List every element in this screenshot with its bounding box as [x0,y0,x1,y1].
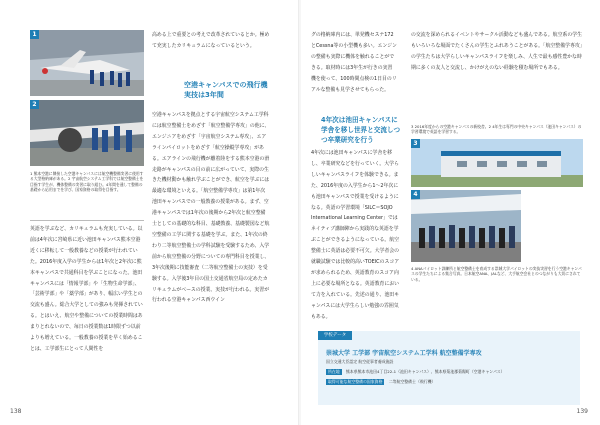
group-photo-image [411,190,521,262]
page-number-right: 139 [576,408,588,415]
right-column-1-top-text: グの格納庫内には、単発機セスナ172とCessna等の小型機も多い。エンジンの整備も実際に機体を触れることができる。取材時には3年生が行きの実習機を使って、100時間点検の1日目のリアルな整備も見学させてもらった。 [311,32,397,93]
photo-caption: 1 熊本空港に隣接した空港キャンパスには航空機整備実習に使用する大型格納庫がある。2 宇宙航空システム工学科では航空整備士を目指す学生が、機体整備の実習に取り組む。4年間を通して整備の基礎から応用までを学び、国家資格の取得を目指す。 [30,171,144,193]
engine-photo [30,100,144,166]
campus-building-photo [411,139,583,187]
photo-badge-1: 1 [30,30,39,39]
location-label: 所在地 [328,369,340,374]
school-data-tag: 学校データ [318,331,352,340]
caption-rule [30,220,144,221]
qualification-row [326,379,435,385]
right-section-heading: 4年次は池田キャンパスに学舎を移し世界と交流しつつ卒業研究を行う [321,116,401,144]
photo4-caption: 4 ANAパイロット訓練所と航空整備士を育成する崇城大学パイロットの実技実習を行う空港キャンパスの学生たちによる集合写真。日本航空ANA、JALなど、大手航空会社とのつながりも大切にされている。 [411,266,582,282]
qualification-label: 取得可能な航空整備の国家資格 [328,379,383,384]
school-data-box [318,331,580,405]
photo-badge-3: 3 [411,139,420,148]
left-page [0,0,299,425]
engine-photo-image [30,100,144,166]
campus-building-image [411,139,583,187]
group-photo [411,190,521,262]
hangar-photo [30,30,144,96]
school-name: 崇城大学 工学部 宇宙航空システム工学科 航空整備学専攻 [326,350,482,357]
school-affiliation: 国立交通大臣認定 航空従事者養成施設 [326,359,394,364]
photo-badge-4: 4 [411,190,420,199]
left-column-1-text: 英語を学ぶなど、カリキュラムも充実している。以前は4年次に宮崎県に近い池田キャンパス熊本空港近くに移転して一般教養などの授業が行われていた。2016年度入学の学生からは1年次と2年次に熊本キャンパスで共通科目を学ぶことになった。池田キャンパスには「情報学部」や「生物生命学部」、「芸術学部」や「薬学部」があり、幅広い学生との交流も盛ん。総合大学としての強みも発揮されている。とはいえ、航空や整備についての授業時間はあまりとれないので、毎日の授業数は1時限ずつ以前よりも増えている。一般教養の授業を早く始めることは、工学部生にとって人間性を [30,226,143,352]
left-column-2-top-text: 高める上で重要との考えで改革されているとか。極めて充実したカリキュラムになっているという。 [152,32,270,49]
left-section-heading: 空港キャンパスでの飛行機実技は3年間 [184,81,268,99]
right-column-1-text: 4年次には池田キャンパスに学舎を移し、卒業研究などを行っていく。大学らしいキャンパスライフを体験できる。また、2016年度の入学生から1〜2年次にも池田キャンパスで授業を受けるようになる。英語の学習環境「SILC＝SOJO International Learning Center」ではネイティブ講師陣から実践的な英語を学ぶことができるようになっている。航空整備士に英語は必要不可欠。大学者会の就職試験では比較的高いTOEICのスコアが求められるため、英語教育のスコア向上に必要な場所となる。英語教育において力を入れている。先述の通り、池田キャンパスには大学生らしい勉強の雰囲気もある。 [311,150,400,320]
location-value: 熊本県熊本市池田4丁目22-1（池田キャンパス）、熊本県菊池郡菊陽町（空港キャンパス） [345,369,505,374]
right-column-2-text: の交流を深められるイベントやサークル活動なども盛んである。航空系の学生もいろいろな場面でたくさんの学生とふれあうことがある。「航空整備学専攻」の学生たちは大学らしいキャンパスライフを楽しみ、人生で最も感性豊かな時期に多くの友人と交流し、かけがえのない経験を積む場所でもある。 [411,32,583,71]
left-column-2-text: 空港キャンパスを拠点とする宇宙航空システム工学科には航空整備士をめざす「航空整備学専攻」の他に、エンジニアをめざす「宇宙航空システム専攻」、エアラインパイロットをめざす「航空操縦学専攻」がある。エアラインの飛行機が離着陸をする熊本空港の滑走路がキャンパスの目の前に広がっていて、実際の生きた機材動かも触れ学ぶことができ、航空を学ぶには最適な環境といえる。「航空整備学専攻」は第1年次池田キャンパスでの一般教養の授業がある。まず、空港キャンパスでは1年次の後期から2年次と航空整備士としての基礎的な科目、基礎教養、基礎製図など航空整備の工学に関する基礎を学ぶ。また、1年次の終わり二等航空整備士の学科試験を受験するため、入学前から航空整備の分野についての専門科目を授業し、3年次後期に技能審査（二等航空整備士の実技）を受験する。入学後3年目の国土交通省航空局の定めたカリキュラムがベースの授業、実技が行われる。実習が行われる空港キャンパス西ウイン [152,112,270,304]
page-number-left: 138 [10,408,22,415]
qualification-value: 二等航空整備士（飛行機） [388,379,436,384]
photo-badge-2: 2 [30,100,39,109]
hangar-photo-image [30,30,144,96]
photo3-caption: 3 2016年度からの空港キャンパスの新校舎。2 4年生は専門の中央キャンパス（池田キャンパス）の学習環境で英語を学習する。 [411,124,582,135]
location-row [326,369,505,375]
